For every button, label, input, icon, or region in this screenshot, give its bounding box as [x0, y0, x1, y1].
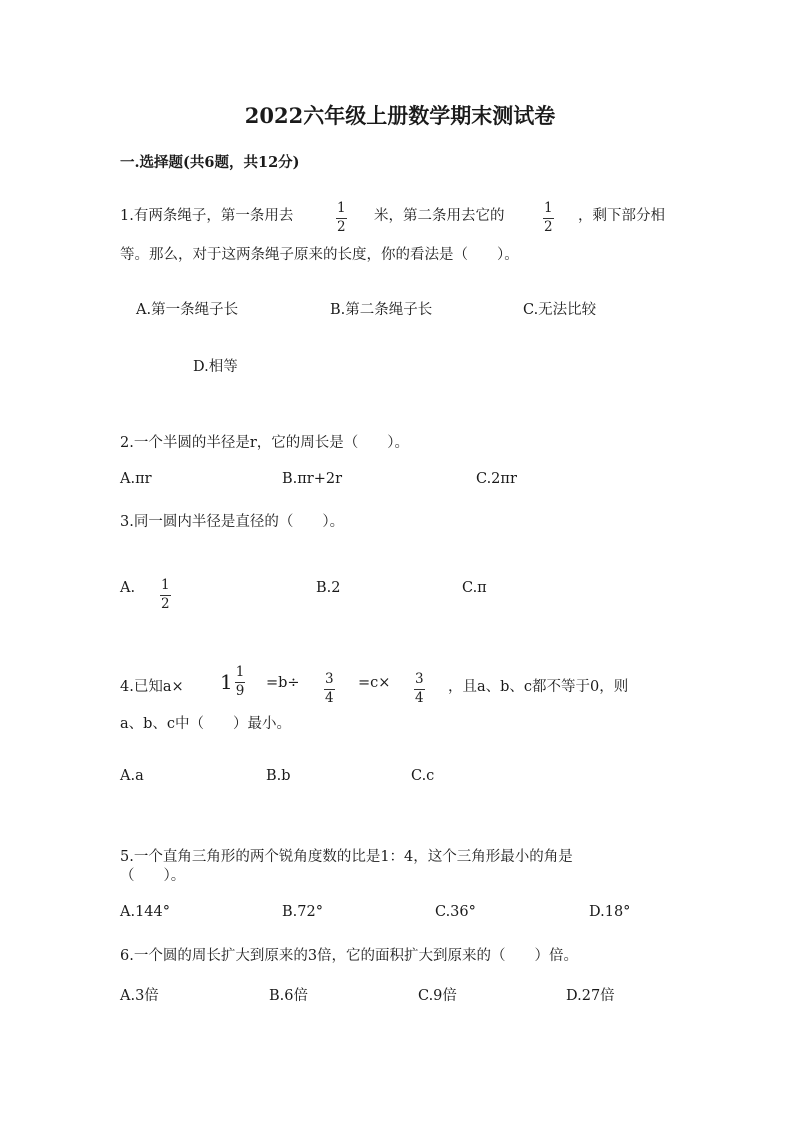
page-title: 2022六年级上册数学期末测试卷 — [244, 103, 556, 128]
q4-option-a[interactable]: A.a — [120, 768, 144, 784]
q1-option-d[interactable]: D.相等 — [193, 359, 238, 375]
q3-option-b[interactable]: B.2 — [316, 580, 341, 596]
fraction-numerator: 1 — [161, 577, 170, 593]
q3-option-a-fraction[interactable] — [160, 574, 171, 611]
mixed-whole: 1 — [220, 670, 233, 694]
q2-text: 2.一个半圆的半径是r，它的周长是（ ）。 — [120, 435, 410, 451]
q4-option-c[interactable]: C.c — [411, 768, 435, 784]
q3-text: 3.同一圆内半径是直径的（ ）。 — [120, 514, 345, 530]
fraction-numerator: 3 — [415, 671, 424, 687]
fraction-numerator: 3 — [325, 671, 334, 687]
q5-text-part1: 5.一个直角三角形的两个锐角度数的比是1：4，这个三角形最小的角是 — [120, 849, 573, 865]
section-heading: 一.选择题(共6题，共12分) — [120, 154, 300, 171]
q5-option-c[interactable]: C.36° — [435, 904, 476, 920]
fraction-numerator: 1 — [337, 200, 346, 216]
q1-option-c[interactable]: C.无法比较 — [523, 302, 597, 318]
fraction-denominator: 2 — [337, 218, 346, 235]
fraction-denominator: 2 — [544, 218, 553, 235]
fraction-denominator: 4 — [325, 689, 334, 706]
q1-fraction-1 — [336, 197, 347, 234]
fraction-numerator: 1 — [544, 200, 553, 216]
q1-option-a[interactable]: A.第一条绳子长 — [136, 302, 239, 318]
q4-text-part5: a、b、c中（ ）最小。 — [120, 716, 292, 732]
q6-option-b[interactable]: B.6倍 — [269, 988, 308, 1004]
q5-text-part2: （ ）。 — [120, 868, 186, 884]
q4-text-part1: 4.已知a× — [120, 679, 184, 695]
fraction-numerator: 1 — [235, 664, 245, 680]
q4-text-part2: =b÷ — [266, 675, 300, 691]
q5-option-d[interactable]: D.18° — [589, 904, 631, 920]
q1-text-part4: 等。那么，对于这两条绳子原来的长度，你的看法是（ ）。 — [120, 247, 519, 263]
q4-fraction-2 — [414, 668, 425, 705]
q4-fraction-1 — [324, 668, 335, 705]
q6-text: 6.一个圆的周长扩大到原来的3倍，它的面积扩大到原来的（ ）倍。 — [120, 948, 579, 964]
q6-option-c[interactable]: C.9倍 — [418, 988, 457, 1004]
q4-text-part3: =c× — [358, 675, 391, 691]
q2-option-b[interactable]: B.πr+2r — [282, 471, 343, 487]
q6-option-d[interactable]: D.27倍 — [566, 988, 615, 1004]
q4-mixed-number — [220, 666, 245, 698]
fraction-denominator: 9 — [235, 682, 245, 699]
q2-option-a[interactable]: A.πr — [120, 471, 152, 487]
q3-option-a-label[interactable]: A. — [120, 580, 136, 596]
q1-fraction-2 — [543, 197, 554, 234]
fraction-denominator: 4 — [415, 689, 424, 706]
q1-text-part2: 米，第二条用去它的 — [374, 208, 505, 224]
q6-option-a[interactable]: A.3倍 — [120, 988, 159, 1004]
q5-option-a[interactable]: A.144° — [120, 904, 171, 920]
q5-option-b[interactable]: B.72° — [282, 904, 323, 920]
q1-text-part1: 1.有两条绳子，第一条用去 — [120, 208, 294, 224]
q1-option-b[interactable]: B.第二条绳子长 — [330, 302, 433, 318]
q2-option-c[interactable]: C.2πr — [476, 471, 517, 487]
q1-text-part3: ，剩下部分相 — [578, 208, 665, 224]
q4-option-b[interactable]: B.b — [266, 768, 291, 784]
fraction-denominator: 2 — [161, 595, 170, 612]
q4-text-part4: ，且a、b、c都不等于0，则 — [448, 679, 629, 695]
q3-option-c[interactable]: C.π — [462, 580, 487, 596]
